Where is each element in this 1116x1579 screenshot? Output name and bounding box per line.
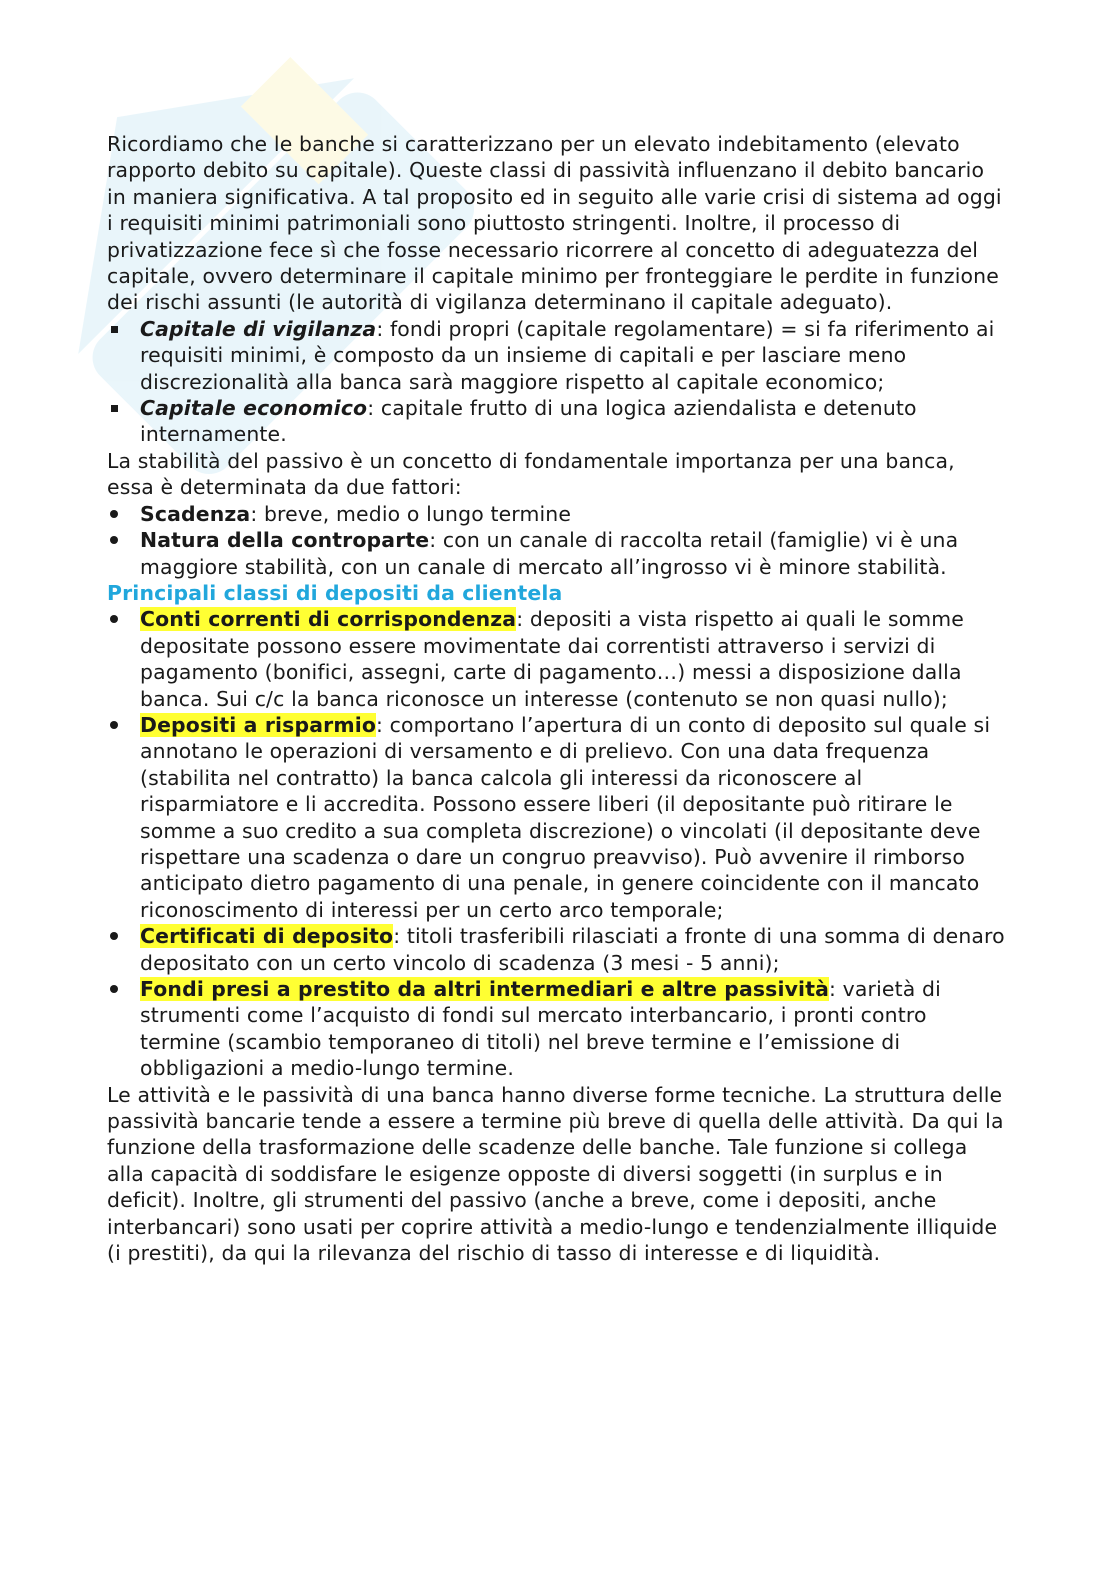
- term: Capitale economico: [140, 396, 368, 421]
- list-item: [107, 395, 1007, 448]
- term: Natura della controparte: [140, 528, 430, 553]
- conclusion-paragraph: Le attività e le passività di una banca hanno diverse forme tecniche. La struttura delle passività bancarie tende a essere a termine più breve di quella delle attività. Da qui la funzione della trasformazione delle scadenze delle banche. Tale funzione si collega alla capacità di soddisfare le esigenze opposte di diversi soggetti (in surplus e in deficit). Inoltre, gli strumenti del passivo (anche a breve, come i depositi, anche interbancari) sono usati per coprire attività a medio-lungo e tendenzialmente illiquide (i prestiti), da qui la rilevanza del rischio di tasso di interesse e di liquidità.: [107, 1082, 1004, 1266]
- term: Scadenza: [140, 501, 251, 526]
- stability-paragraph: La stabilità del passivo è un concetto di fondamentale importanza per una banca, essa è determinata da due fattori:: [107, 448, 955, 500]
- definition: : breve, medio o lungo termine: [250, 501, 572, 526]
- list-item: [107, 501, 1007, 527]
- intro-paragraph: Ricordiamo che le banche si caratterizzano per un elevato indebitamento (elevato rapporto debito su capitale). Queste classi di passività influenzano il debito bancario in maniera significativa. A tal proposito ed in seguito alle varie crisi di sistema ad oggi i requisiti minimi patrimoniali sono piuttosto stringenti. Inoltre, il processo di privatizzazione fece sì che fosse necessario ricorrere al concetto di adeguatezza del capitale, ovvero determinare il capitale minimo per fronteggiare le perdite in funzione dei rischi assunti (le autorità di vigilanza determinano il capitale adeguato).: [107, 132, 1002, 315]
- highlighted-term: Conti correnti di corrispondenza: [140, 607, 517, 632]
- list-item: [107, 606, 1007, 712]
- deposit-list: [107, 606, 1007, 1081]
- section-heading: Principali classi di depositi da clientela: [107, 580, 563, 605]
- definition: : varietà di strumenti come l’acquisto di fondi sul mercato interbancario, i pronti contro termine (scambio temporaneo di titoli) nel breve termine e l’emissione di obbligazioni a medio-lungo termine.: [140, 977, 941, 1081]
- definition: : depositi a vista rispetto ai quali le somme depositate possono essere movimentate dai correntisti attraverso i servizi di pagamento (bonifici, assegni, carte di pagamento…) messi a disposizione dalla banca. Sui c/c la banca riconosce un interesse (contenuto se non quasi nullo);: [140, 607, 964, 711]
- document-page: [107, 131, 1007, 1266]
- highlighted-term: Certificati di deposito: [140, 924, 394, 949]
- stability-list: [107, 501, 1007, 580]
- list-item: [107, 316, 1007, 395]
- definition: : con un canale di raccolta retail (famiglie) vi è una maggiore stabilità, con un canale di mercato all’ingrosso vi è minore stabilità.: [140, 528, 959, 579]
- highlighted-term: Depositi a risparmio: [140, 712, 377, 737]
- capital-list: [107, 316, 1007, 448]
- list-item: [107, 712, 1007, 923]
- term: Capitale di vigilanza: [140, 316, 377, 341]
- list-item: [107, 527, 1007, 580]
- highlighted-term: Fondi presi a prestito da altri intermediari e altre passività: [140, 977, 830, 1001]
- definition: : titoli trasferibili rilasciati a fronte di una somma di denaro depositato con un certo vincolo di scadenza (3 mesi - 5 anni);: [140, 924, 1005, 975]
- definition: : comportano l’apertura di un conto di deposito sul quale si annotano le operazioni di versamento e di prelievo. Con una data frequenza (stabilita nel contratto) la banca calcola gli interessi da riconoscere al risparmiatore e li accredita. Possono essere liberi (il depositante può ritirare le somme a suo credito a sua completa discrezione) o vincolati (il depositante deve rispettare una scadenza o dare un congruo preavviso). Può avvenire il rimborso anticipato dietro pagamento di una penale, in genere coincidente con il mancato riconoscimento di interessi per un certo arco temporale;: [140, 712, 991, 922]
- definition: : capitale frutto di una logica aziendalista e detenuto internamente.: [140, 396, 917, 447]
- list-item: [107, 976, 1007, 1082]
- definition: : fondi propri (capitale regolamentare) = si fa riferimento ai requisiti minimi, è composto da un insieme di capitali e per lasciare meno discrezionalità alla banca sarà maggiore rispetto al capitale economico;: [140, 316, 995, 394]
- list-item: [107, 923, 1007, 976]
